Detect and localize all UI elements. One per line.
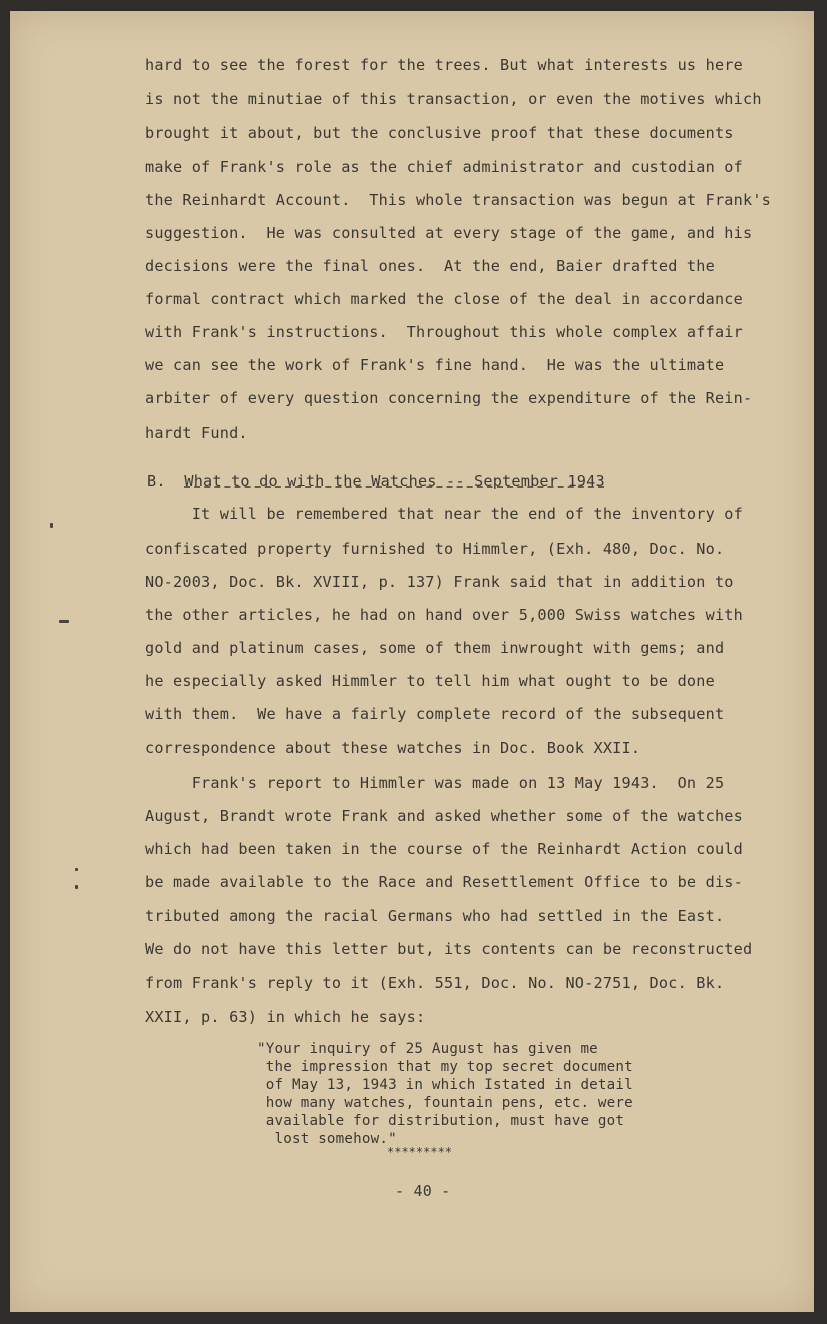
- paragraph-2-line-5: gold and platinum cases, some of them inwrought with gems; and: [145, 639, 725, 657]
- margin-speck: [50, 523, 53, 528]
- section-title: What to do with the Watches -- September 1943: [184, 472, 605, 490]
- margin-speck: [59, 620, 69, 623]
- paragraph-3-line-6: We do not have this letter but, its contents can be reconstructed: [145, 940, 753, 958]
- paragraph-1-line-5: the Reinhardt Account. This whole transaction was begun at Frank's: [145, 191, 772, 209]
- paragraph-1-line-11: arbiter of every question concerning the expenditure of the Rein-: [145, 389, 753, 407]
- paragraph-2-line-8: correspondence about these watches in Doc. Book XXII.: [145, 739, 641, 757]
- paragraph-1-line-6: suggestion. He was consulted at every stage of the game, and his: [145, 224, 753, 242]
- paragraph-3-line-3: which had been taken in the course of the Reinhardt Action could: [145, 840, 743, 858]
- paragraph-1-line-3: brought it about, but the conclusive proof that these documents: [145, 124, 734, 142]
- paragraph-1-line-2: is not the minutiae of this transaction, or even the motives which: [145, 90, 762, 108]
- section-letter: B.: [147, 472, 166, 490]
- paragraph-3-line-7: from Frank's reply to it (Exh. 551, Doc. No. NO-2751, Doc. Bk.: [145, 974, 725, 992]
- paragraph-1-line-1: hard to see the forest for the trees. But what interests us here: [145, 56, 743, 74]
- paragraph-2-line-6: he especially asked Himmler to tell him what ought to be done: [145, 672, 715, 690]
- quote-line-6: lost somehow.": [257, 1131, 397, 1147]
- paragraph-2-line-2: confiscated property furnished to Himmler, (Exh. 480, Doc. No.: [145, 540, 725, 558]
- paragraph-3-line-2: August, Brandt wrote Frank and asked whether some of the watches: [145, 807, 743, 825]
- paragraph-1-line-9: with Frank's instructions. Throughout this whole complex affair: [145, 323, 743, 341]
- typewritten-page: [10, 11, 814, 1312]
- paragraph-2-line-3: NO-2003, Doc. Bk. XVIII, p. 137) Frank said that in addition to: [145, 573, 734, 591]
- paragraph-1-line-4: make of Frank's role as the chief administrator and custodian of: [145, 158, 743, 176]
- quote-line-3: of May 13, 1943 in which Istated in detail: [257, 1077, 633, 1093]
- paragraph-1-line-7: decisions were the final ones. At the end, Baier drafted the: [145, 257, 715, 275]
- page-number: - 40 -: [395, 1182, 451, 1200]
- paragraph-1-line-8: formal contract which marked the close of the deal in accordance: [145, 290, 743, 308]
- separator-stars: *********: [387, 1145, 453, 1159]
- section-heading: [147, 472, 605, 490]
- paragraph-3-line-1: Frank's report to Himmler was made on 13 May 1943. On 25: [145, 774, 725, 792]
- paragraph-1-line-12: hardt Fund.: [145, 424, 248, 442]
- margin-speck: [75, 885, 78, 889]
- paragraph-3-line-4: be made available to the Race and Resettlement Office to be dis-: [145, 873, 743, 891]
- paragraph-1-line-10: we can see the work of Frank's fine hand. He was the ultimate: [145, 356, 725, 374]
- paragraph-2-line-1: It will be remembered that near the end of the inventory of: [145, 505, 743, 523]
- paragraph-2-line-4: the other articles, he had on hand over 5,000 Swiss watches with: [145, 606, 743, 624]
- paragraph-2-line-7: with them. We have a fairly complete record of the subsequent: [145, 705, 725, 723]
- quote-line-2: the impression that my top secret document: [257, 1059, 633, 1075]
- quote-line-4: how many watches, fountain pens, etc. were: [257, 1095, 633, 1111]
- quote-line-1: "Your inquiry of 25 August has given me: [257, 1041, 598, 1057]
- margin-speck: [75, 868, 78, 871]
- quote-line-5: available for distribution, must have got: [257, 1113, 625, 1129]
- paragraph-3-line-5: tributed among the racial Germans who had settled in the East.: [145, 907, 725, 925]
- paragraph-3-line-8: XXII, p. 63) in which he says:: [145, 1008, 426, 1026]
